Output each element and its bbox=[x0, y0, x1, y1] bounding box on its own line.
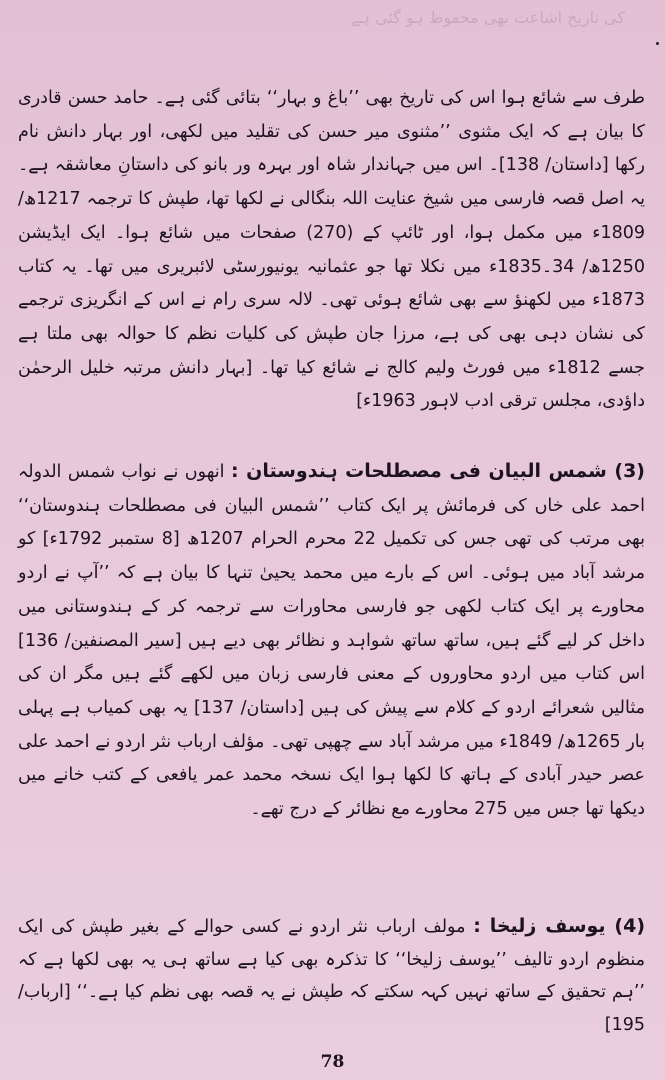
section-heading-4: (4) یوسف زلیخا : bbox=[473, 915, 645, 937]
paragraph-bahar-e-danish: طرف سے شائع ہوا اس کی تاریخ بھی ’’باغ و بہار‘‘ بتائی گئی ہے۔ حامد حسن قادری کا بیان ہے کہ ایک مثنوی ’’مثنوی میر حسن کی تقلید میں لکھی، اور بہار دانش نام رکھا [داستان/ 138]۔ اس میں جہاندار شاہ اور بہرہ ور بانو کی داستانِ معاشقہ ہے۔ یہ اصل قصہ فارسی میں شیخ عنایت اللہ بنگالی نے لکھا تھا، طپش کا ترجمہ 1217ھ/ 1809ء میں مکمل ہوا، اور ٹائپ کے (270) صفحات میں شائع ہوا۔ ایک ایڈیشن 1250ھ/ 34۔1835ء میں نکلا تھا جو عثمانیہ یونیورسٹی لائبریری میں تھا۔ یہ کتاب 1873ء میں لکھنؤ سے بھی شائع ہوئی تھی۔ لالہ سری رام نے اس کے انگریزی ترجمے کی نشان دہی بھی کی ہے، مرزا جان طپش کی کلیات نظم کا حوالہ بھی ملتا ہے جسے 1812ء میں فورٹ ولیم کالج نے شائع کیا تھا۔ [بہار دانش مرتبہ خلیل الرحمٰن داؤدی، مجلس ترقی ادب لاہور 1963ء] bbox=[18, 88, 646, 412]
section-heading-3: (3) شمس البیان فی مصطلحات ہندوستان : bbox=[230, 460, 645, 482]
section-yusuf-zulekha bbox=[18, 910, 645, 1041]
ink-dot bbox=[656, 42, 659, 45]
section-body-4: مولف ارباب نثر اردو نے کسی حوالے کے بغیر طپش کی ایک منظوم اردو تالیف ’’یوسف زلیخا‘‘ کا تذکرہ بھی کیا ہے ساتھ ہی یہ بھی لکھا ہے کہ ’’ہم تحقیق کے ساتھ نہیں کہہ سکتے کہ طپش نے یہ قصہ بھی نظم کیا ہے۔‘‘ [ارباب/ 195] bbox=[18, 917, 645, 1035]
section-body-3: انھوں نے نواب شمس الدولہ احمد علی خاں کی فرمائش پر ایک کتاب ’’شمس البیان فی مصطلحات ہندوستان‘‘ بھی مرتب کی تھی جس کی تکمیل 22 محرم الحرام 1207ھ [8 ستمبر 1792ء] کو مرشد آباد میں ہوئی۔ اس کے بارے میں محمد یحییٰ تنہا کا بیان ہے کہ ’’آپ نے اردو محاورے پر ایک کتاب لکھی جو فارسی محاورات سے ترجمہ کر کے ہندوستانی میں داخل کر لیے گئے ہیں، ساتھ ساتھ شواہد و نظائر بھی دیے ہیں [سیر المصنفین/ 136] اس کتاب میں اردو محاوروں کے معنی فارسی زبان میں لکھے گئے ہیں مگر ان کی مثالیں شعرائے اردو کے کلام سے پیش کی ہیں [داستان/ 137] یہ بھی کمیاب ہے پہلی بار 1265ھ/ 1849ء میں مرشد آباد سے چھپی تھی۔ مؤلف ارباب نثر اردو نے احمد علی عصر حیدر آبادی کے ہاتھ کا لکھا ہوا ایک نسخہ محمد عمر یافعی کے کتب خانے میں دیکھا تھا جس میں 275 محاورے مع نظائر کے درج تھے۔ bbox=[18, 462, 645, 820]
section-shams-ul-bayan bbox=[18, 455, 645, 827]
page-number: 78 bbox=[320, 1052, 345, 1072]
bleed-through-text: کی تاریخ اشاعت بھی محفوظ ہو گئی ہے bbox=[351, 8, 625, 27]
